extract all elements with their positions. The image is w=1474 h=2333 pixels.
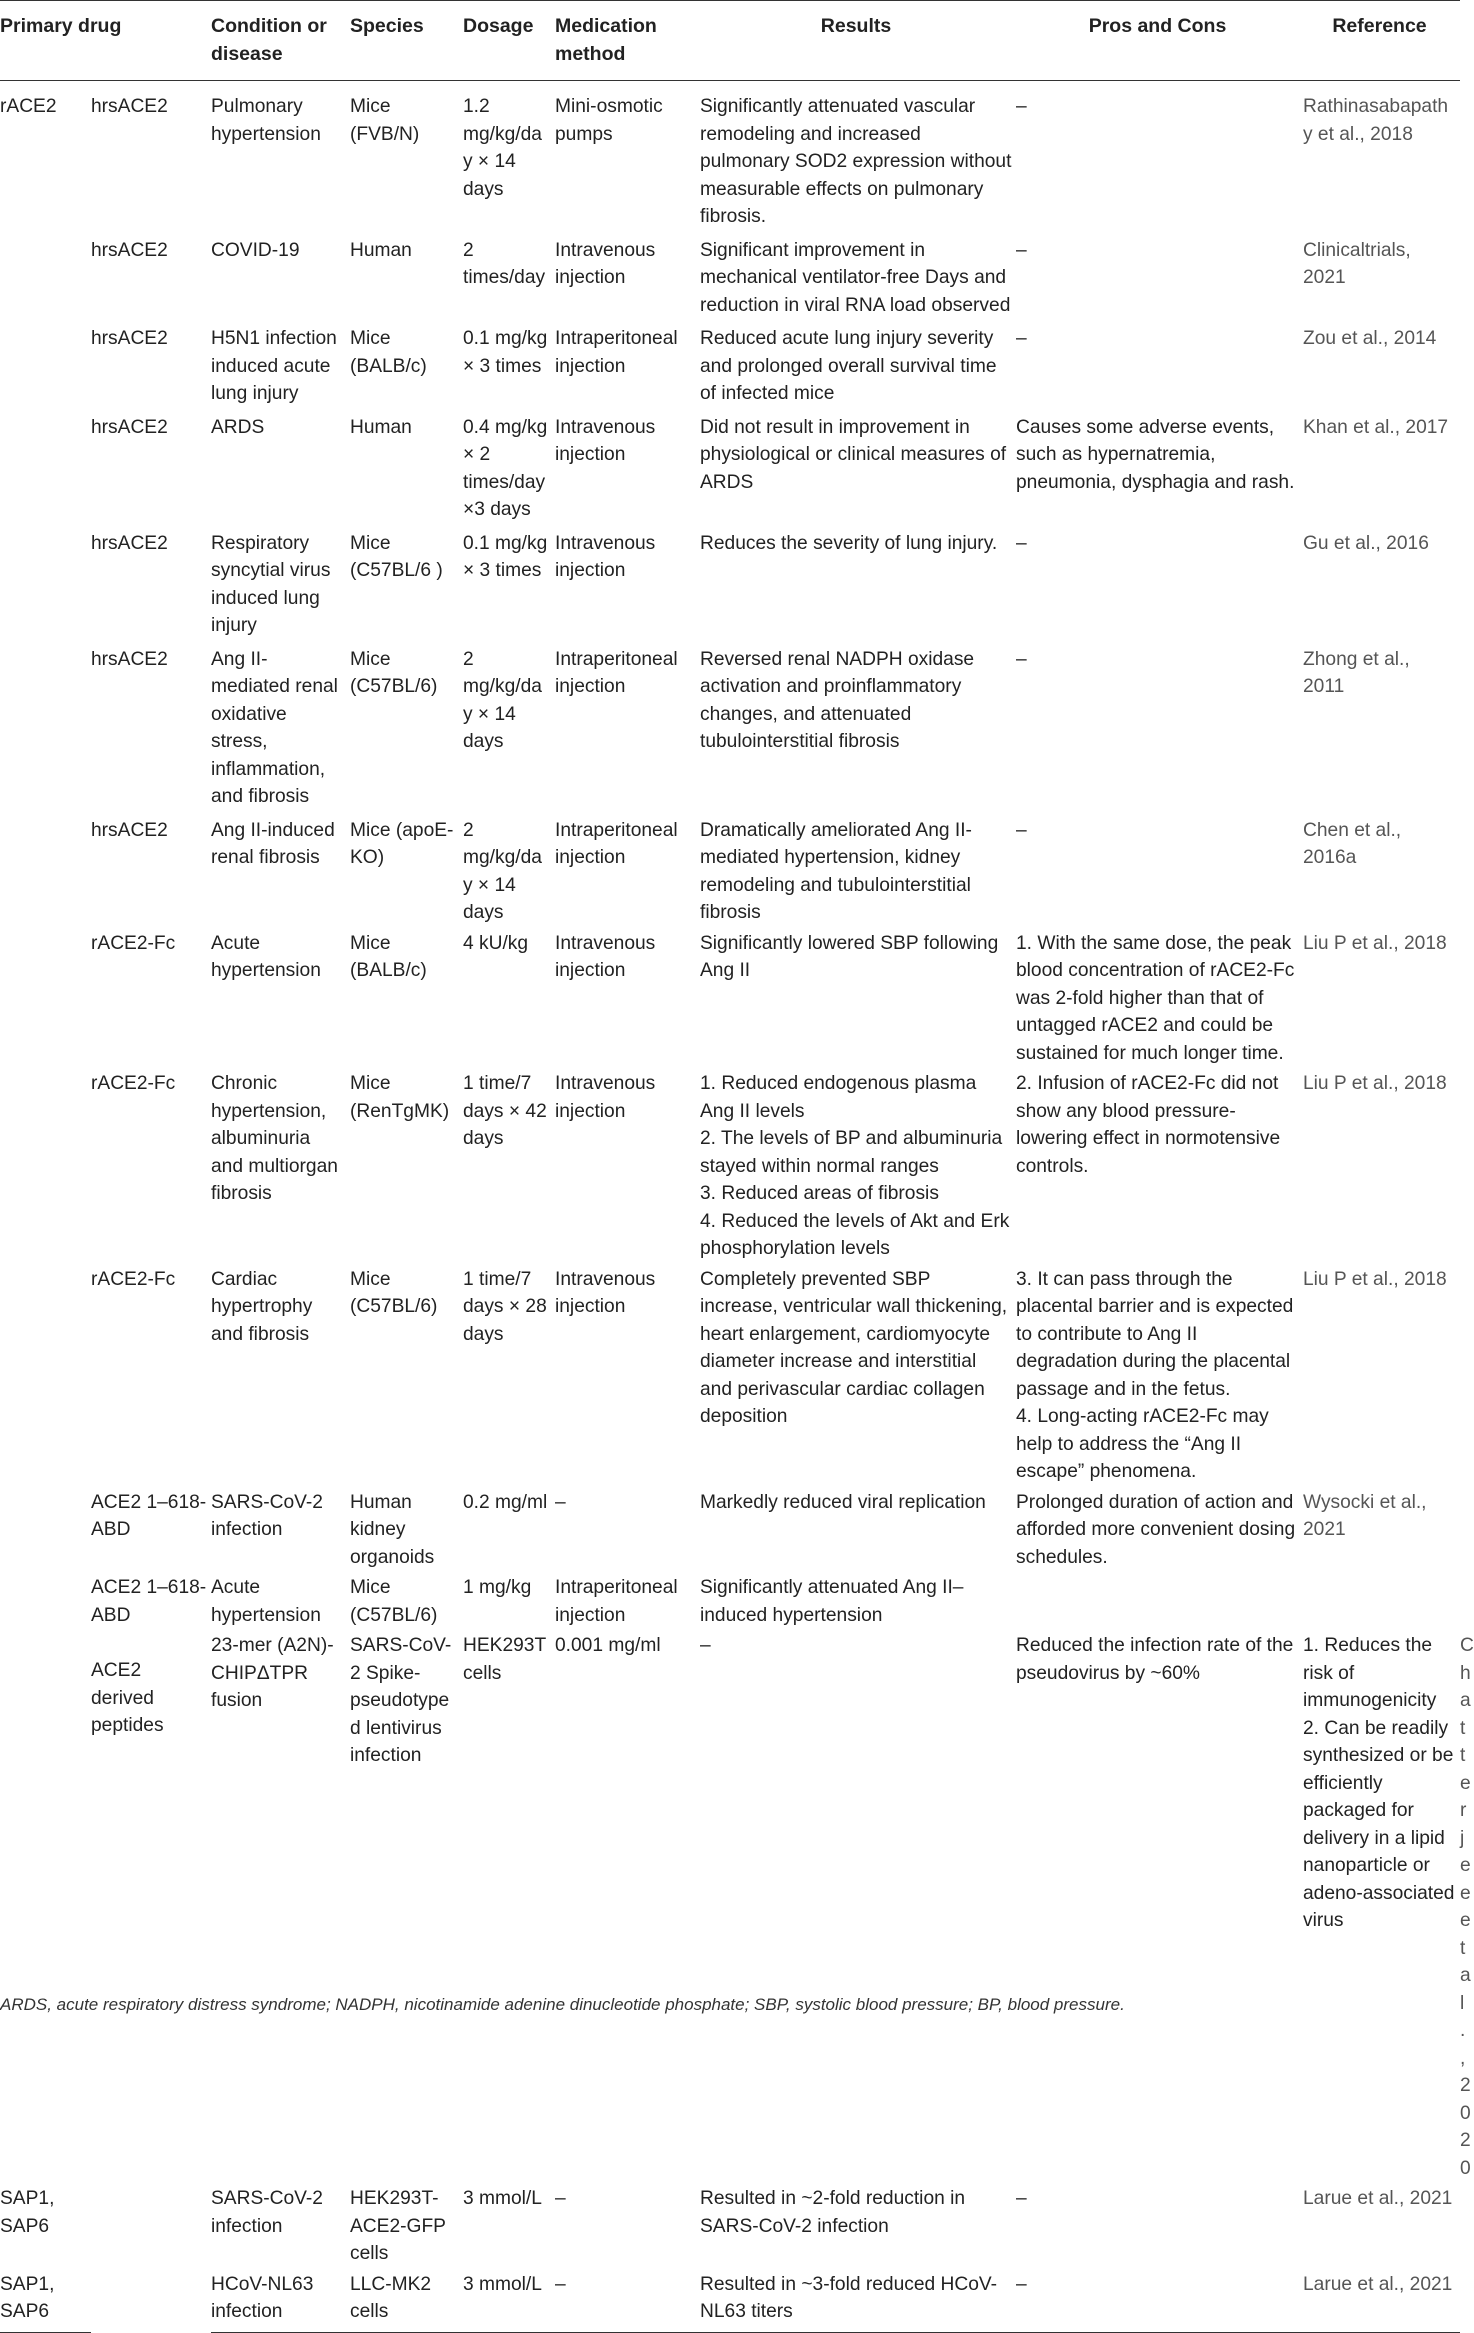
species-cell: LLC-MK2 cells	[350, 2268, 463, 2333]
species-cell: Mice (BALB/c)	[350, 328, 427, 377]
results-cell: Dramatically ameliorated Ang II-mediated hypertension, kidney remodeling and tubulointerstitial fibrosis	[700, 819, 972, 923]
header-dosage: Dosage	[463, 1, 555, 81]
species-cell: Mice (BALB/c)	[350, 932, 427, 981]
results-cell: Significantly attenuated vascular remodeling and increased pulmonary SOD2 expression without measurable effects on pulmonary fibrosis.	[700, 96, 1012, 227]
table-row	[0, 927, 1460, 1068]
method-cell: Intravenous injection	[555, 416, 656, 465]
condition-cell: COVID-19	[211, 239, 300, 261]
method-cell: –	[555, 1491, 566, 1513]
results-cell: Reduced the infection rate of the pseudovirus by ~60%	[1016, 1635, 1294, 1684]
dosage-cell: 0.001 mg/ml	[555, 1635, 661, 1656]
condition-cell: Ang II-mediated renal oxidative stress, inflammation, and fibrosis	[211, 648, 338, 807]
agent-cell: ACE2 1–618-ABD	[91, 1577, 207, 1626]
pros-cons-cell: 3. It can pass through the placental barrier and is expected to contribute to Ang II degradation during the placental passage and in the fetus. 4. Long-acting rACE2-Fc may help to address the “Ang II escape” phenomena.	[1016, 1268, 1294, 1482]
reference-cell: Zhong et al., 2011	[1303, 648, 1410, 697]
agent-cell: 23-mer (A2N)-CHIPΔTPR fusion	[211, 1635, 334, 1711]
condition-cell: SARS-CoV-2 infection	[211, 1491, 323, 1540]
method-cell: Intravenous injection	[555, 1073, 656, 1122]
reference-cell: Liu P et al., 2018	[1303, 1268, 1447, 1290]
dosage-cell: 2 mg/kg/day × 14 days	[463, 648, 542, 752]
method-cell: –	[555, 2268, 700, 2333]
pros-cons-cell	[1016, 1571, 1303, 1629]
method-cell: Intraperitoneal injection	[555, 1577, 678, 1626]
header-primary-drug: Primary drug	[0, 1, 211, 81]
agent-cell: hrsACE2	[91, 96, 168, 117]
agent-cell: rACE2-Fc	[91, 1268, 176, 1290]
results-cell: Reversed renal NADPH oxidase activation and proinflammatory changes, and attenuated tubulointerstitial fibrosis	[700, 648, 975, 752]
species-cell: Mice (C57BL/6)	[350, 1577, 438, 1626]
pros-cons-cell: 2. Infusion of rACE2-Fc did not show any blood pressure-lowering effect in normotensive controls.	[1016, 1073, 1281, 1177]
header-method: Medication method	[555, 1, 700, 81]
species-cell: Mice (apoE-KO)	[350, 819, 454, 868]
table-row	[0, 1571, 1460, 1629]
dosage-cell: 2 mg/kg/day × 14 days	[463, 819, 542, 923]
table-row	[0, 81, 1460, 231]
reference-cell: Larue et al., 2021	[1303, 2188, 1453, 2209]
agent-cell: ACE2 1–618-ABD	[91, 1491, 207, 1540]
dosage-cell: 1.2 mg/kg/day × 14 days	[463, 96, 542, 200]
results-cell: Resulted in ~2-fold reduction in SARS-CoV-2 infection	[700, 2188, 966, 2237]
agent-cell: SAP1, SAP6	[0, 2188, 55, 2237]
method-cell: Intravenous injection	[555, 532, 656, 581]
condition-cell: H5N1 infection induced acute lung injury	[211, 328, 337, 404]
pros-cons-cell: –	[1016, 648, 1027, 670]
results-cell: Completely prevented SBP increase, ventricular wall thickening, heart enlargement, cardiomyocyte diameter increase and interstitial and perivascular cardiac collagen deposition	[700, 1268, 1008, 1427]
table-row	[0, 2268, 1460, 2333]
condition-cell: HCoV-NL63 infection	[211, 2268, 350, 2333]
pros-cons-cell: Prolonged duration of action and afforded more convenient dosing schedules.	[1016, 1491, 1296, 1568]
pros-cons-cell: –	[1016, 819, 1027, 841]
method-cell: Intravenous injection	[555, 1268, 656, 1317]
dosage-cell: 1 time/7 days × 42 days	[463, 1073, 547, 1149]
dosage-cell: 0.1 mg/kg × 3 times	[463, 328, 548, 377]
pros-cons-cell: –	[1016, 532, 1027, 554]
header-condition: Condition or disease	[211, 1, 350, 81]
condition-cell: ARDS	[211, 416, 265, 438]
condition-cell: Chronic hypertension, albuminuria and multiorgan fibrosis	[211, 1073, 338, 1204]
pros-cons-cell: –	[1016, 239, 1027, 261]
table-row	[0, 2182, 1460, 2268]
condition-cell: Ang II-induced renal fibrosis	[211, 819, 335, 868]
agent-cell: SAP1, SAP6	[0, 2268, 91, 2333]
table-row	[0, 1486, 1460, 1572]
dosage-cell: 0.2 mg/ml	[463, 1491, 548, 1513]
condition-cell: Respiratory syncytial virus induced lung injury	[211, 532, 331, 636]
species-cell: HEK293T cells	[463, 1635, 546, 1684]
reference-cell: Chen et al., 2016a	[1303, 819, 1402, 868]
reference-cell: Wysocki et al., 2021	[1303, 1491, 1427, 1540]
table-row	[0, 319, 1460, 408]
header-pros-cons: Pros and Cons	[1016, 1, 1303, 81]
dosage-cell: 0.1 mg/kg × 3 times	[463, 532, 548, 581]
results-cell: Significant improvement in mechanical ventilator-free Days and reduction in viral RNA load observed	[700, 239, 1011, 316]
header-results: Results	[700, 1, 1016, 81]
species-cell: Mice (RenTgMK)	[350, 1073, 450, 1122]
pros-cons-cell: 1. With the same dose, the peak blood concentration of rACE2-Fc was 2-fold higher than that of untagged rACE2 and could be sustained for much longer time.	[1016, 932, 1295, 1064]
results-cell: Did not result in improvement in physiological or clinical measures of ARDS	[700, 416, 1007, 493]
header-row	[0, 1, 1460, 81]
table-row	[0, 640, 1460, 811]
table-row	[0, 811, 1460, 927]
pros-cons-cell: –	[1016, 96, 1027, 117]
results-cell: Significantly attenuated Ang II–induced hypertension	[700, 1577, 964, 1626]
results-cell: Reduced acute lung injury severity and prolonged overall survival time of infected mice	[700, 328, 997, 404]
species-cell: Mice (C57BL/6)	[350, 648, 438, 697]
dosage-cell: 2 times/day	[463, 239, 546, 288]
reference-cell: Liu P et al., 2018	[1303, 1073, 1447, 1094]
method-cell: Intraperitoneal injection	[555, 819, 678, 868]
agent-cell: hrsACE2	[91, 328, 168, 349]
header-reference: Reference	[1303, 1, 1460, 81]
group-label: ACE2 derived peptides	[91, 1660, 164, 1736]
method-cell: –	[700, 1635, 711, 1656]
method-cell: Mini-osmotic pumps	[555, 96, 663, 145]
results-cell: Markedly reduced viral replication	[700, 1491, 986, 1513]
species-cell: Mice (C57BL/6 )	[350, 532, 443, 581]
pros-cons-cell: 1. Reduces the risk of immunogenicity 2. Can be readily synthesized or be efficiently packaged for delivery in a lipid nanoparticle or adeno-associated virus	[1303, 1635, 1455, 1931]
table-row	[0, 1067, 1460, 1263]
table-row	[0, 231, 1460, 320]
condition-cell: Acute hypertension	[211, 1577, 321, 1626]
method-cell: Intravenous injection	[555, 932, 656, 981]
results-cell: Resulted in ~3-fold reduced HCoV-NL63 titers	[700, 2268, 1016, 2333]
species-cell: Human	[350, 416, 412, 438]
table-footnote: ARDS, acute respiratory distress syndrome; NADPH, nicotinamide adenine dinucleotide phosphate; SBP, systolic blood pressure; BP, blood pressure.	[0, 1995, 1125, 2014]
results-cell: Significantly lowered SBP following Ang II	[700, 932, 999, 981]
reference-cell: Zou et al., 2014	[1303, 328, 1437, 349]
dosage-cell: 4 kU/kg	[463, 932, 529, 954]
method-cell: Intraperitoneal injection	[555, 648, 678, 697]
dosage-cell: 0.4 mg/kg × 2 times/day ×3 days	[463, 416, 548, 520]
table-row	[0, 1263, 1460, 1486]
pros-cons-cell: Causes some adverse events, such as hypernatremia, pneumonia, dysphagia and rash.	[1016, 416, 1295, 493]
agent-cell: hrsACE2	[91, 648, 168, 670]
reference-cell: Rathinasabapathy et al., 2018	[1303, 96, 1449, 145]
pros-cons-cell: –	[1016, 328, 1027, 349]
agent-cell: rACE2-Fc	[91, 1073, 176, 1094]
reference-cell: Clinicaltrials, 2021	[1303, 239, 1411, 288]
dosage-cell: 3 mmol/L	[463, 2268, 555, 2333]
species-cell: Human kidney organoids	[350, 1491, 435, 1568]
dosage-cell: 1 mg/kg	[463, 1577, 532, 1598]
reference-cell	[1303, 1571, 1460, 1629]
condition-cell: Cardiac hypertrophy and fibrosis	[211, 1268, 313, 1345]
agent-cell: hrsACE2	[91, 819, 168, 841]
pros-cons-cell: –	[1016, 2268, 1303, 2333]
reference-cell: Liu P et al., 2018	[1303, 932, 1447, 954]
method-cell: Intraperitoneal injection	[555, 328, 678, 377]
condition-cell: SARS-CoV-2 Spike-pseudotyped lentivirus infection	[350, 1635, 452, 1766]
table-row	[0, 408, 1460, 524]
condition-cell: Acute hypertension	[211, 932, 321, 981]
table-row: ACE2 derived peptides 23-mer (A2N)-CHIPΔTPR fusion SARS-CoV-2 Spike-pseudotyped lentivirus infection HEK293T cells 0.001 mg/ml – Reduced the infection rate of the pseudovirus by ~60% 1. Reduces the risk of immunogenicity 2. Can be readily synthesized or be efficiently packaged for delivery in a lipid nanoparticle or adeno-associated virus Chatterjee et al., 2020	[0, 1629, 1460, 2182]
condition-cell: Pulmonary hypertension	[211, 96, 321, 145]
reference-cell: Khan et al., 2017	[1303, 416, 1449, 438]
header-species: Species	[350, 1, 463, 81]
agent-cell: hrsACE2	[91, 416, 168, 438]
agent-cell: hrsACE2	[91, 239, 168, 261]
dosage-cell: 3 mmol/L	[463, 2188, 542, 2209]
agent-cell: rACE2-Fc	[91, 932, 176, 954]
agent-cell: hrsACE2	[91, 532, 168, 554]
species-cell: Human	[350, 239, 412, 261]
results-cell: Reduces the severity of lung injury.	[700, 532, 998, 554]
condition-cell: SARS-CoV-2 infection	[211, 2188, 323, 2237]
reference-cell: Gu et al., 2016	[1303, 532, 1429, 554]
method-cell: –	[555, 2188, 566, 2209]
pros-cons-cell: –	[1016, 2188, 1027, 2209]
dosage-cell: 1 time/7 days × 28 days	[463, 1268, 547, 1345]
table-row	[0, 524, 1460, 640]
results-cell: 1. Reduced endogenous plasma Ang II levels 2. The levels of BP and albuminuria stayed within normal ranges 3. Reduced areas of fibrosis 4. Reduced the levels of Akt and Erk phosphorylation levels	[700, 1073, 1010, 1259]
group-label: rACE2	[0, 96, 57, 117]
species-cell: Mice (C57BL/6)	[350, 1268, 438, 1317]
species-cell: Mice (FVB/N)	[350, 96, 420, 145]
method-cell: Intravenous injection	[555, 239, 656, 288]
species-cell: HEK293T-ACE2-GFP cells	[350, 2188, 446, 2264]
reference-cell: Larue et al., 2021	[1303, 2268, 1460, 2333]
